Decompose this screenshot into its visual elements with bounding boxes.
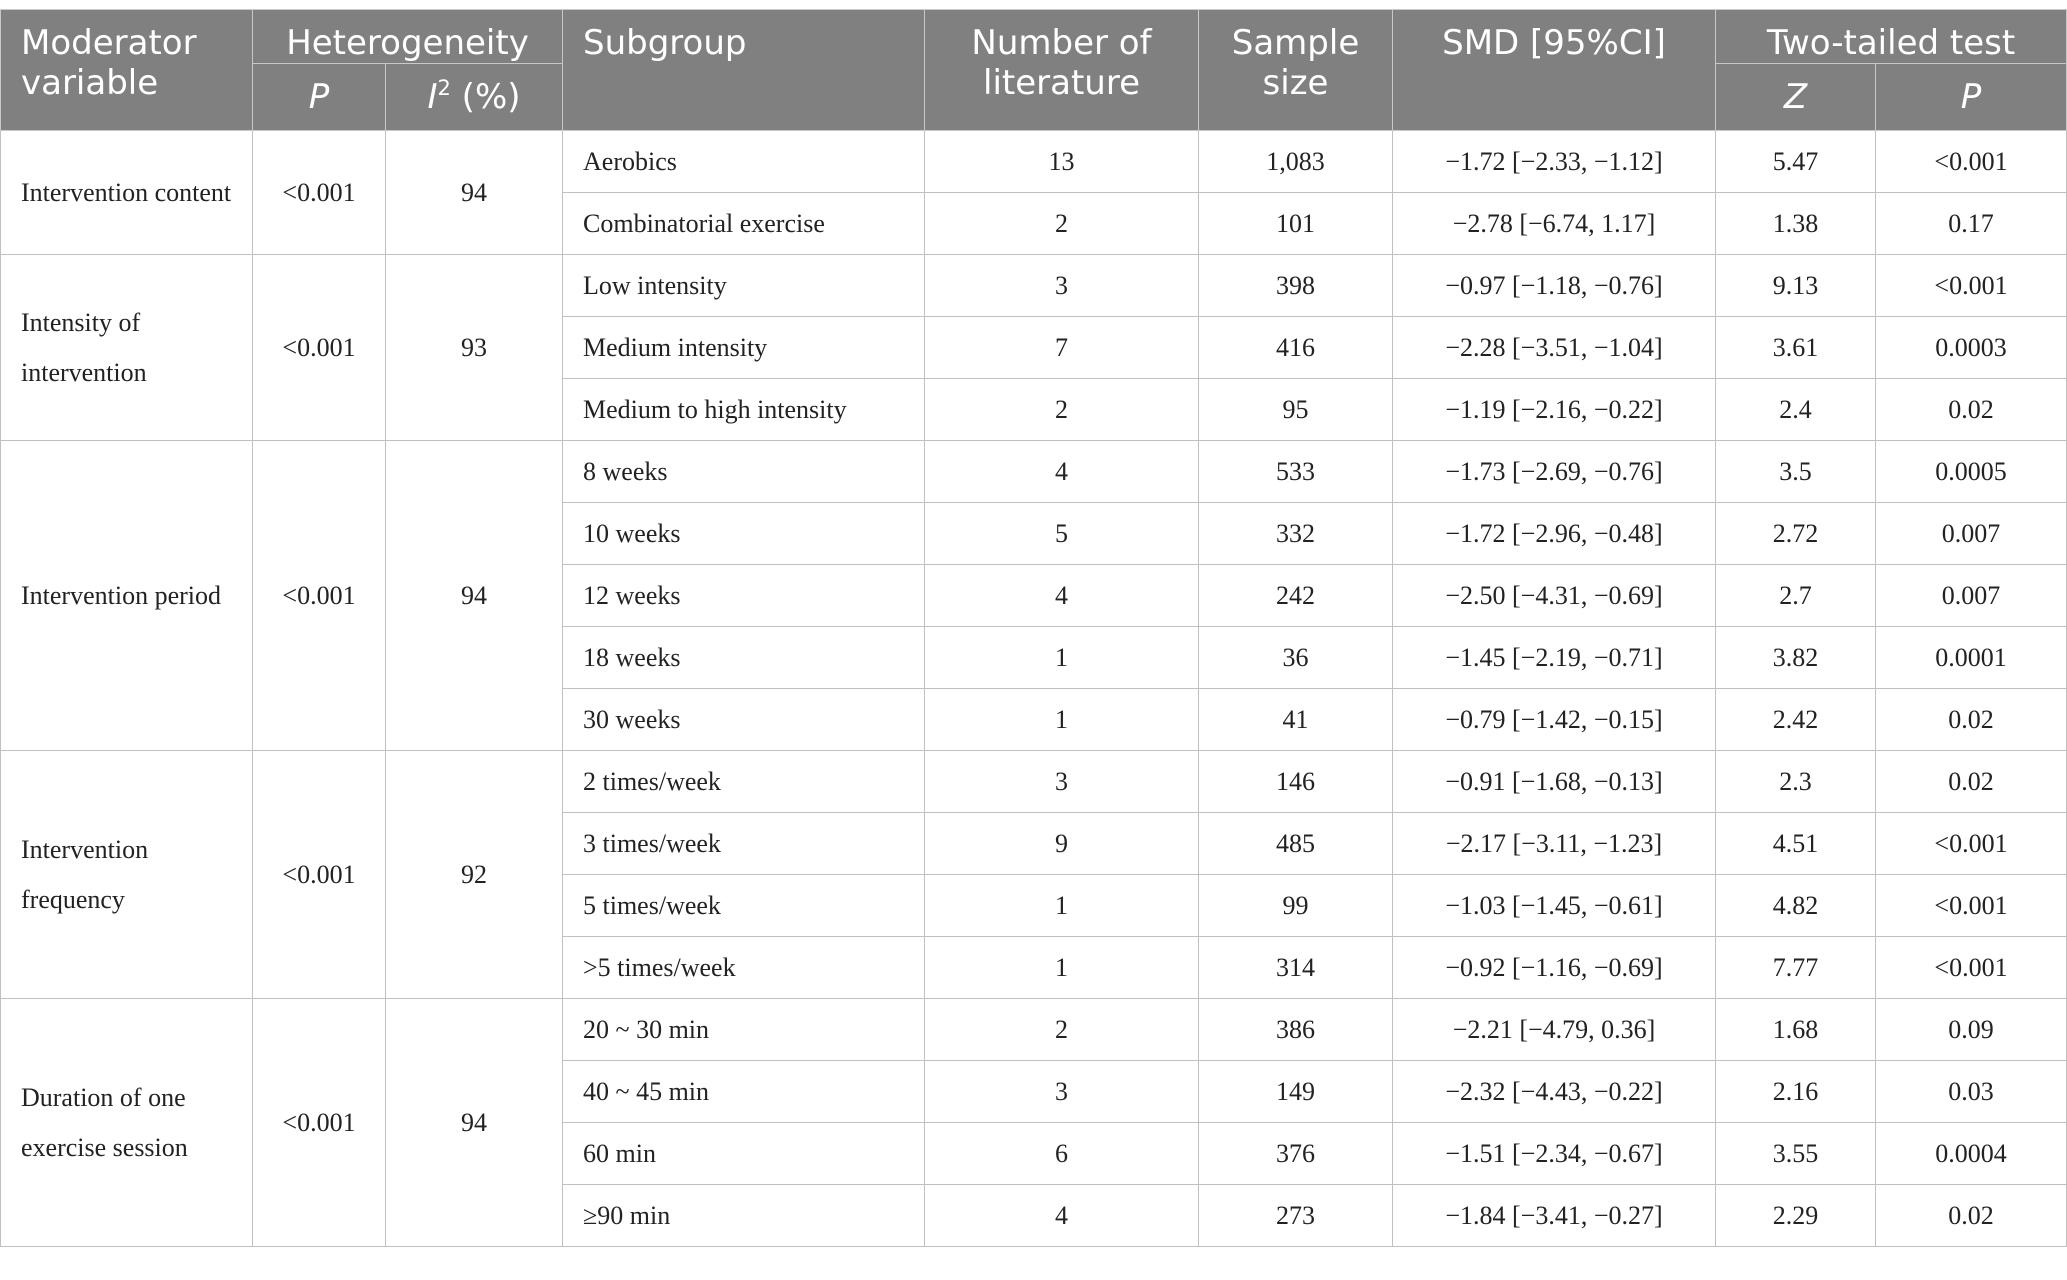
smd-cell: −1.51 [−2.34, −0.67]	[1393, 1123, 1716, 1185]
smd-cell: −2.50 [−4.31, −0.69]	[1393, 565, 1716, 627]
sample-size-cell: 99	[1199, 875, 1393, 937]
sample-size-cell: 416	[1199, 317, 1393, 379]
moderator-cell: Intervention frequency	[1, 751, 253, 999]
number-of-literature-cell: 3	[925, 751, 1199, 813]
sample-size-cell: 242	[1199, 565, 1393, 627]
number-of-literature-cell: 1	[925, 627, 1199, 689]
p-value-cell: <0.001	[1876, 813, 2067, 875]
table-row	[1, 999, 2067, 1061]
p-value-cell: 0.0001	[1876, 627, 2067, 689]
z-cell: 9.13	[1716, 255, 1876, 317]
p-value-cell: 0.17	[1876, 193, 2067, 255]
i2-percent: (%)	[450, 77, 521, 117]
z-cell: 4.51	[1716, 813, 1876, 875]
sample-size-cell: 533	[1199, 441, 1393, 503]
z-cell: 2.7	[1716, 565, 1876, 627]
sample-size-cell: 146	[1199, 751, 1393, 813]
z-cell: 2.16	[1716, 1061, 1876, 1123]
subgroup-cell: 30 weeks	[563, 689, 925, 751]
header-sample-size: Sample size	[1199, 10, 1393, 131]
p-value-cell: 0.0003	[1876, 317, 2067, 379]
sample-size-cell: 41	[1199, 689, 1393, 751]
header-number-of-literature: Number of literature	[925, 10, 1199, 131]
i2-superscript: 2	[437, 76, 451, 100]
header-subgroup: Subgroup	[563, 10, 925, 131]
p-value-cell: 0.03	[1876, 1061, 2067, 1123]
sample-size-cell: 314	[1199, 937, 1393, 999]
p-value-cell: 0.02	[1876, 379, 2067, 441]
number-of-literature-cell: 4	[925, 1185, 1199, 1247]
subgroup-cell: 20 ~ 30 min	[563, 999, 925, 1061]
heterogeneity-i2-cell: 94	[386, 999, 563, 1247]
z-cell: 2.72	[1716, 503, 1876, 565]
p-value-cell: <0.001	[1876, 131, 2067, 193]
sample-size-cell: 386	[1199, 999, 1393, 1061]
heterogeneity-i2-cell: 92	[386, 751, 563, 999]
header-two-tailed-p: P	[1876, 64, 2067, 131]
p-value-cell: <0.001	[1876, 255, 2067, 317]
z-cell: 3.61	[1716, 317, 1876, 379]
subgroup-cell: 3 times/week	[563, 813, 925, 875]
subgroup-cell: >5 times/week	[563, 937, 925, 999]
heterogeneity-i2-cell: 94	[386, 131, 563, 255]
moderator-analysis-table	[0, 9, 2067, 1247]
sample-size-cell: 273	[1199, 1185, 1393, 1247]
heterogeneity-p-cell: <0.001	[253, 751, 386, 999]
table-row	[1, 751, 2067, 813]
number-of-literature-cell: 1	[925, 937, 1199, 999]
subgroup-cell: Aerobics	[563, 131, 925, 193]
p-value-cell: 0.02	[1876, 689, 2067, 751]
z-cell: 3.55	[1716, 1123, 1876, 1185]
p-value-cell: 0.09	[1876, 999, 2067, 1061]
smd-cell: −0.92 [−1.16, −0.69]	[1393, 937, 1716, 999]
p-value-cell: 0.007	[1876, 565, 2067, 627]
sample-size-cell: 149	[1199, 1061, 1393, 1123]
sample-size-cell: 398	[1199, 255, 1393, 317]
subgroup-cell: 10 weeks	[563, 503, 925, 565]
z-cell: 2.29	[1716, 1185, 1876, 1247]
heterogeneity-p-cell: <0.001	[253, 131, 386, 255]
p-value-cell: 0.0004	[1876, 1123, 2067, 1185]
z-cell: 1.38	[1716, 193, 1876, 255]
smd-cell: −2.28 [−3.51, −1.04]	[1393, 317, 1716, 379]
smd-cell: −2.21 [−4.79, 0.36]	[1393, 999, 1716, 1061]
z-cell: 2.3	[1716, 751, 1876, 813]
p-value-cell: 0.02	[1876, 1185, 2067, 1247]
subgroup-cell: 60 min	[563, 1123, 925, 1185]
number-of-literature-cell: 7	[925, 317, 1199, 379]
number-of-literature-cell: 1	[925, 689, 1199, 751]
header-heterogeneity-i2	[386, 64, 563, 131]
number-of-literature-cell: 2	[925, 193, 1199, 255]
smd-cell: −1.03 [−1.45, −0.61]	[1393, 875, 1716, 937]
subgroup-cell: ≥90 min	[563, 1185, 925, 1247]
moderator-cell: Intensity of intervention	[1, 255, 253, 441]
sample-size-cell: 485	[1199, 813, 1393, 875]
smd-cell: −1.72 [−2.96, −0.48]	[1393, 503, 1716, 565]
z-cell: 2.4	[1716, 379, 1876, 441]
heterogeneity-p-cell: <0.001	[253, 441, 386, 751]
number-of-literature-cell: 4	[925, 441, 1199, 503]
table-header	[1, 10, 2067, 131]
table-row	[1, 131, 2067, 193]
header-heterogeneity: Heterogeneity	[253, 10, 563, 64]
number-of-literature-cell: 6	[925, 1123, 1199, 1185]
number-of-literature-cell: 13	[925, 131, 1199, 193]
number-of-literature-cell: 4	[925, 565, 1199, 627]
number-of-literature-cell: 1	[925, 875, 1199, 937]
smd-cell: −0.79 [−1.42, −0.15]	[1393, 689, 1716, 751]
header-two-tailed-z: Z	[1716, 64, 1876, 131]
subgroup-cell: Combinatorial exercise	[563, 193, 925, 255]
smd-cell: −0.91 [−1.68, −0.13]	[1393, 751, 1716, 813]
table-row	[1, 255, 2067, 317]
subgroup-cell: 5 times/week	[563, 875, 925, 937]
subgroup-cell: Medium to high intensity	[563, 379, 925, 441]
sample-size-cell: 1,083	[1199, 131, 1393, 193]
i2-letter: I	[427, 77, 438, 117]
smd-cell: −1.73 [−2.69, −0.76]	[1393, 441, 1716, 503]
number-of-literature-cell: 9	[925, 813, 1199, 875]
subgroup-cell: 18 weeks	[563, 627, 925, 689]
z-cell: 2.42	[1716, 689, 1876, 751]
number-of-literature-cell: 5	[925, 503, 1199, 565]
moderator-cell: Duration of one exercise session	[1, 999, 253, 1247]
smd-cell: −2.78 [−6.74, 1.17]	[1393, 193, 1716, 255]
number-of-literature-cell: 2	[925, 379, 1199, 441]
subgroup-cell: 8 weeks	[563, 441, 925, 503]
number-of-literature-cell: 2	[925, 999, 1199, 1061]
smd-cell: −1.84 [−3.41, −0.27]	[1393, 1185, 1716, 1247]
p-value-cell: 0.0005	[1876, 441, 2067, 503]
heterogeneity-p-cell: <0.001	[253, 255, 386, 441]
header-moderator-variable: Moderator variable	[1, 10, 253, 131]
subgroup-cell: 40 ~ 45 min	[563, 1061, 925, 1123]
subgroup-cell: 2 times/week	[563, 751, 925, 813]
smd-cell: −1.45 [−2.19, −0.71]	[1393, 627, 1716, 689]
z-cell: 1.68	[1716, 999, 1876, 1061]
p-value-cell: <0.001	[1876, 937, 2067, 999]
sample-size-cell: 376	[1199, 1123, 1393, 1185]
heterogeneity-p-cell: <0.001	[253, 999, 386, 1247]
table-body	[1, 131, 2067, 1247]
number-of-literature-cell: 3	[925, 1061, 1199, 1123]
sample-size-cell: 95	[1199, 379, 1393, 441]
subgroup-cell: Low intensity	[563, 255, 925, 317]
header-two-tailed-test: Two-tailed test	[1716, 10, 2067, 64]
sample-size-cell: 101	[1199, 193, 1393, 255]
subgroup-cell: 12 weeks	[563, 565, 925, 627]
p-value-cell: 0.007	[1876, 503, 2067, 565]
z-cell: 5.47	[1716, 131, 1876, 193]
header-heterogeneity-p: P	[253, 64, 386, 131]
moderator-cell: Intervention content	[1, 131, 253, 255]
smd-cell: −1.19 [−2.16, −0.22]	[1393, 379, 1716, 441]
z-cell: 4.82	[1716, 875, 1876, 937]
z-cell: 3.5	[1716, 441, 1876, 503]
header-smd: SMD [95%CI]	[1393, 10, 1716, 131]
smd-cell: −2.17 [−3.11, −1.23]	[1393, 813, 1716, 875]
heterogeneity-i2-cell: 94	[386, 441, 563, 751]
moderator-cell: Intervention period	[1, 441, 253, 751]
sample-size-cell: 332	[1199, 503, 1393, 565]
table-row	[1, 441, 2067, 503]
smd-cell: −2.32 [−4.43, −0.22]	[1393, 1061, 1716, 1123]
smd-cell: −1.72 [−2.33, −1.12]	[1393, 131, 1716, 193]
heterogeneity-i2-cell: 93	[386, 255, 563, 441]
subgroup-cell: Medium intensity	[563, 317, 925, 379]
z-cell: 7.77	[1716, 937, 1876, 999]
p-value-cell: <0.001	[1876, 875, 2067, 937]
smd-cell: −0.97 [−1.18, −0.76]	[1393, 255, 1716, 317]
number-of-literature-cell: 3	[925, 255, 1199, 317]
sample-size-cell: 36	[1199, 627, 1393, 689]
p-value-cell: 0.02	[1876, 751, 2067, 813]
z-cell: 3.82	[1716, 627, 1876, 689]
